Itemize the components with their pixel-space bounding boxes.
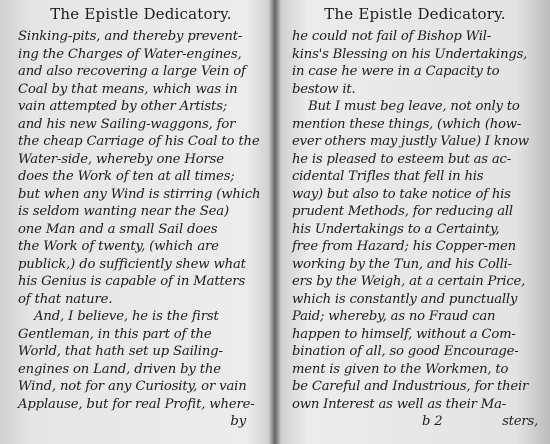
left-text-line: vain attempted by other Artists; xyxy=(18,99,228,114)
left-page-text xyxy=(18,28,264,431)
right-text-line: be Careful and Industrious, for their xyxy=(292,379,529,394)
right-text-line: he could not fail of Bishop Wil- xyxy=(292,29,492,44)
left-text-line: one Man and a small Sail does xyxy=(18,221,218,237)
left-text-line: but when any Wind is stirring (which xyxy=(18,186,261,202)
right-text-line: his Undertakings to a Certainty, xyxy=(292,221,500,237)
right-text-line: ers by the Weigh, at a certain Price, xyxy=(292,274,526,289)
left-text-line: of that nature. xyxy=(18,291,113,307)
left-text-line: and his new Sailing-waggons, for xyxy=(18,116,236,132)
left-text-line: Gentleman, in this part of the xyxy=(18,326,212,342)
left-text-line: Wind, not for any Curiosity, or vain xyxy=(18,379,247,394)
left-page xyxy=(0,0,272,444)
right-running-head: The Epistle Dedicatory. xyxy=(324,5,506,23)
right-text-line: happen to himself, without a Com- xyxy=(292,326,516,342)
right-page-footer xyxy=(292,413,538,431)
right-text-line: way) but also to take notice of his xyxy=(292,186,511,202)
right-text-line: mention these things, (which (how- xyxy=(292,116,522,132)
right-catchword: sters, xyxy=(502,414,538,429)
left-text-line: the cheap Carriage of his Coal to the xyxy=(18,134,260,149)
left-text-line: ing the Charges of Water-engines, xyxy=(18,46,242,62)
right-text-line: which is constantly and punctually xyxy=(292,291,518,307)
left-running-head: The Epistle Dedicatory. xyxy=(50,5,232,23)
left-text-line: and also recovering a large Vein of xyxy=(18,64,246,79)
left-text-line: publick,) do sufficiently shew what xyxy=(18,256,246,272)
right-text-line: bination of all, so good Encourage- xyxy=(292,344,519,359)
right-text-line: cidental Trifles that fell in his xyxy=(292,169,484,184)
left-text-line: does the Work of ten at all times; xyxy=(18,169,235,184)
right-text-line: ever others may justly Value) I know xyxy=(292,134,529,149)
right-text-line: bestow it. xyxy=(292,81,356,97)
right-text-line: free from Hazard; his Copper-men xyxy=(292,239,516,254)
right-text-line: prudent Methods, for reducing all xyxy=(292,204,513,219)
left-text-line: Applause, but for real Profit, where- xyxy=(18,396,255,412)
right-page-text xyxy=(292,28,538,431)
left-text-line: And, I believe, he is the first xyxy=(34,309,219,324)
right-text-line: in case he were in a Capacity to xyxy=(292,64,500,79)
left-text-line: engines on Land, driven by the xyxy=(18,361,221,377)
left-text-line: his Genius is capable of in Matters xyxy=(18,274,246,289)
left-text-line: Coal by that means, which was in xyxy=(18,81,238,97)
right-text-line: kins's Blessing on his Undertakings, xyxy=(292,46,528,62)
left-text-line: the Work of twenty, (which are xyxy=(18,239,219,254)
right-text-line: ment is given to the Workmen, to xyxy=(292,361,509,377)
right-signature-mark: b 2 xyxy=(422,414,443,429)
right-text-line: Paid; whereby, as no Fraud can xyxy=(292,309,496,324)
left-text-line: Water-side, whereby one Horse xyxy=(18,151,224,167)
left-text-line: Sinking-pits, and thereby prevent- xyxy=(18,29,243,44)
left-catchword: by xyxy=(230,414,246,429)
right-page xyxy=(282,0,550,444)
right-text-line: But I must beg leave, not only to xyxy=(308,99,520,114)
right-text-line: he is pleased to esteem but as ac- xyxy=(292,151,511,167)
right-text-line: own Interest as well as their Ma- xyxy=(292,396,506,412)
left-text-line: World, that hath set up Sailing- xyxy=(18,344,223,359)
right-text-line: working by the Tun, and his Colli- xyxy=(292,256,512,272)
left-text-line: is seldom wanting near the Sea) xyxy=(18,204,229,219)
